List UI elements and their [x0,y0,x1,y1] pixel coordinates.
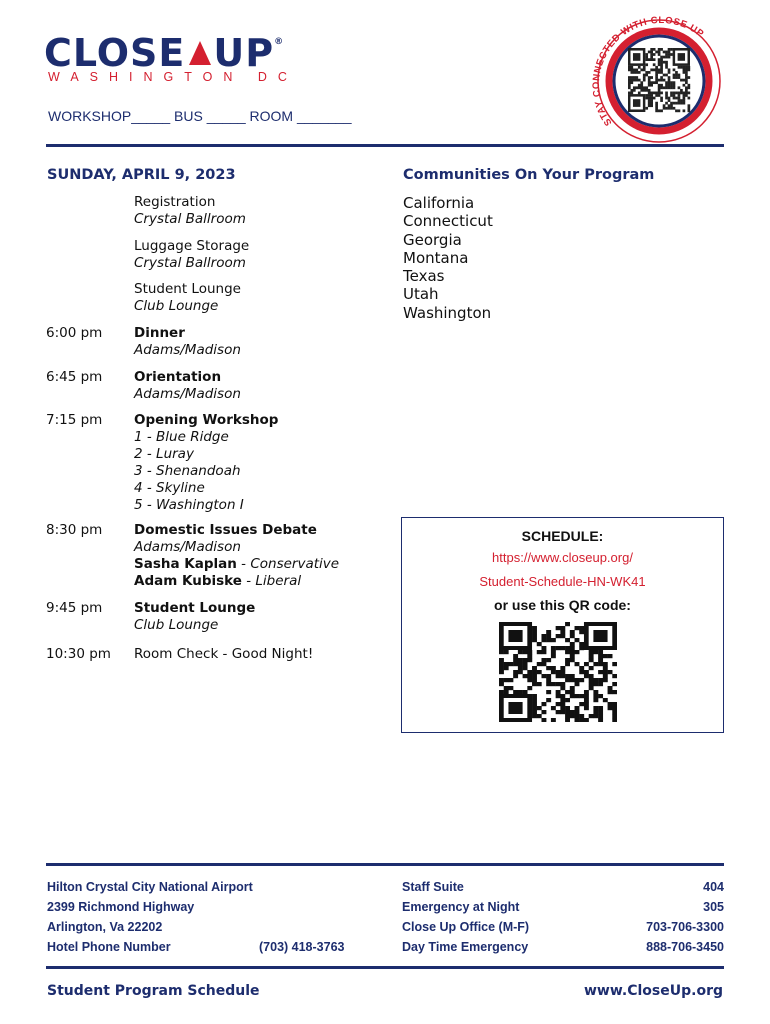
website-link[interactable]: www.CloseUp.org [584,983,723,999]
contact-label: Day Time Emergency [402,940,529,954]
community-item: Connecticut [403,212,493,231]
debate-speaker: Sasha Kaplan - Conservative [134,556,340,572]
contact-label: Close Up Office (M-F) [402,920,530,934]
close-up-logo [44,31,285,75]
schedule-box-title: SCHEDULE: [521,528,604,544]
schedule-event: Opening Workshop [134,412,279,428]
schedule-time: 6:00 pm [46,325,103,341]
schedule-url-line1[interactable]: https://www.closeup.org/ [492,550,633,565]
contact-label: Staff Suite [402,880,464,894]
schedule-time: 7:15 pm [46,412,103,428]
program-title: Student Program Schedule [47,983,260,999]
header-divider [46,144,724,147]
footer-bottom-divider [46,966,724,969]
footer-top-divider [46,863,724,866]
contact-label: Emergency at Night [402,900,520,914]
day-heading: SUNDAY, APRIL 9, 2023 [47,167,236,183]
logo-subtitle: WASHINGTON DC [48,70,298,84]
speaker-role: Liberal [255,573,302,589]
registered-mark: ® [274,37,285,47]
schedule-time: 8:30 pm [46,522,103,538]
hotel-phone-number: (703) 418-3763 [259,940,345,954]
schedule-event: Room Check - Good Night! [134,646,314,662]
community-item: California [403,194,475,212]
schedule-location: Crystal Ballroom [134,255,246,271]
contact-value: 305 [703,900,724,914]
schedule-qr-code-icon[interactable] [499,622,617,722]
workshop-room: 1 - Blue Ridge [134,429,229,445]
speaker-role: Conservative [250,556,340,572]
schedule-location: Adams/Madison [134,342,241,358]
schedule-url-line2[interactable]: Student-Schedule-HN-WK41 [479,574,646,589]
schedule-location: Adams/Madison [134,539,241,555]
seal-text-path: STAY CONNECTED WITH CLOSE UP [590,15,706,128]
contact-value: 703-706-3300 [646,920,724,934]
hotel-address-line1: 2399 Richmond Highway [47,900,195,914]
capitol-triangle-icon [189,41,211,65]
schedule-event: Student Lounge [134,600,256,616]
schedule-location: Club Lounge [134,298,219,314]
seal-qr-code-icon [628,48,690,112]
communities-list [403,194,493,322]
schedule-event: Domestic Issues Debate [134,522,317,538]
communities-heading: Communities On Your Program [403,167,655,183]
online-schedule-box [401,517,724,733]
speaker-name: Sasha Kaplan [134,556,237,572]
debate-speaker: Adam Kubiske - Liberal [134,573,302,589]
schedule-time: 6:45 pm [46,369,103,385]
workshop-room: 5 - Washington I [134,497,244,513]
schedule-time: 10:30 pm [46,646,111,662]
community-item: Montana [403,248,469,267]
workshop-room: 3 - Shenandoah [134,463,241,479]
community-item: Utah [403,285,439,304]
community-item: Georgia [403,230,462,249]
contact-value: 888-706-3450 [646,940,724,954]
qr-instruction: or use this QR code: [494,597,631,613]
community-item: Texas [403,267,445,286]
schedule-event: Luggage Storage [134,238,250,254]
schedule-event: Student Lounge [134,281,241,297]
schedule-event: Orientation [134,369,222,385]
schedule-event: Registration [134,194,216,210]
hotel-name: Hilton Crystal City National Airport [47,880,253,894]
logo-word-up: UP [213,31,275,75]
hotel-phone-label: Hotel Phone Number [47,940,171,954]
workshop-bus-room-line: WORKSHOP_____ BUS _____ ROOM _______ [48,108,352,124]
schedule-time: 9:45 pm [46,600,103,616]
community-item: Washington [403,303,492,322]
logo-word-close: CLOSE [44,31,186,75]
workshop-room: 4 - Skyline [134,480,205,496]
hotel-address-line2: Arlington, Va 22202 [47,920,163,934]
schedule-event: Dinner [134,325,185,341]
speaker-name: Adam Kubiske [134,573,242,589]
schedule-location: Club Lounge [134,617,219,633]
workshop-room: 2 - Luray [134,446,194,462]
contact-value: 404 [703,880,724,894]
schedule-location: Crystal Ballroom [134,211,246,227]
schedule-location: Adams/Madison [134,386,241,402]
stay-connected-seal [582,15,732,145]
